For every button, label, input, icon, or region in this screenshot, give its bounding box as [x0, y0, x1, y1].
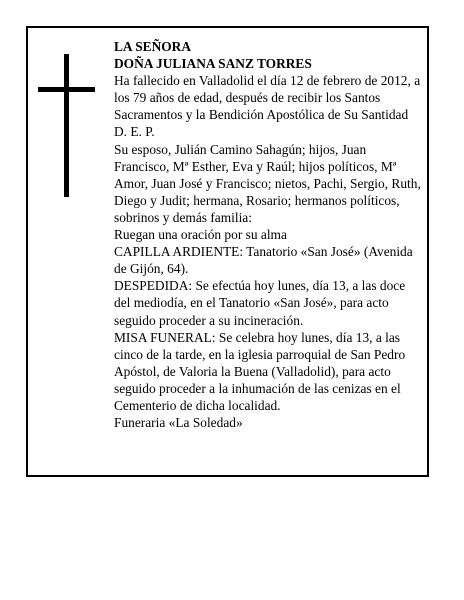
title-line-1: LA SEÑORA [114, 39, 192, 54]
cross-vertical-bar [64, 54, 69, 197]
notice-text [114, 38, 424, 431]
prayer-paragraph: Ruegan una oración por su alma [114, 227, 287, 243]
death-paragraph: Ha fallecido en Valladolid el día 12 de febrero de 2012, a los 79 años de edad, después de recibir los Santos Sacramentos y la Bendición Apostólica de Su Santidad D. E. P. [114, 73, 421, 140]
mass-paragraph: MISA FUNERAL: Se celebra hoy lunes, día 13, a las cinco de la tarde, en la iglesia parroquial de San Pedro Apóstol, de Valoria la Buena (Valladolid), para acto seguido proceder a la inhumación de las cenizas en el Cementerio de dicha localidad. [114, 329, 406, 413]
farewell-paragraph: DESPEDIDA: Se efectúa hoy lunes, día 13, a las doce del mediodía, en el Tanatorio «San José», para acto seguido proceder a su incineración. [114, 278, 406, 328]
cross-horizontal-bar [38, 87, 95, 92]
deceased-name: DOÑA JULIANA SANZ TORRES [114, 56, 312, 72]
chapel-paragraph: CAPILLA ARDIENTE: Tanatorio «San José» (Avenida de Gijón, 64). [114, 244, 413, 277]
family-paragraph: Su esposo, Julián Camino Sahagún; hijos, Juan Francisco, Mª Esther, Eva y Raúl; hijos políticos, Mª Amor, Juan José y Francisco; nietos, Pachi, Sergio, Ruth, Diego y Judit; hermana, Rosario; hermanos políticos, sobrinos y demás familia: [114, 141, 421, 225]
funeral-home-paragraph: Funeraria «La Soledad» [114, 415, 243, 431]
